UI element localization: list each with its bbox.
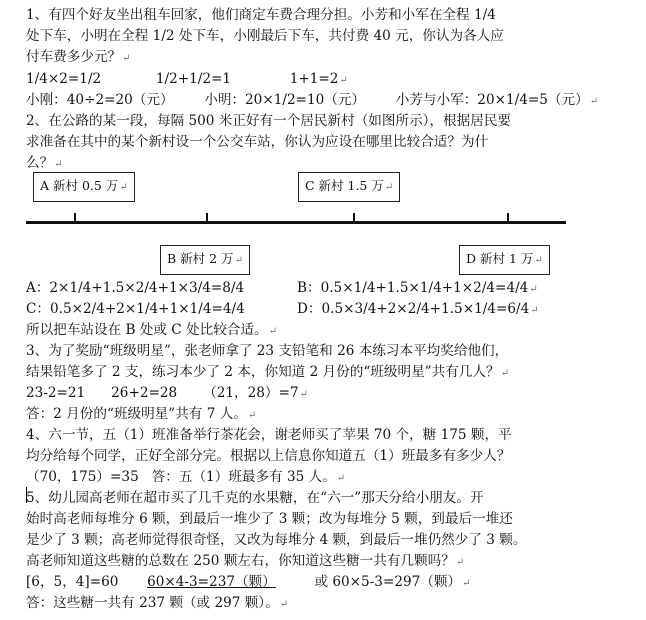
p3-answer: 答：2 月份的“班级明星”共有 7 人。↵ bbox=[26, 406, 257, 422]
village-a-box: A 新村 0.5 万↵ bbox=[33, 172, 135, 202]
p5-calc-297: 或 60×5-3=297（颗） bbox=[314, 574, 462, 590]
village-b-box: B 新村 2 万↵ bbox=[160, 245, 250, 275]
p2-line3: 么？↵ bbox=[26, 155, 63, 171]
p1-calc-a: 1/4×2=1/2 bbox=[26, 71, 102, 87]
p5-answer: 答：这些糖一共有 237 颗（或 297 颗）。↵ bbox=[26, 595, 289, 611]
p3-line2: 结果铅笔多了 2 支，练习本少了 2 本，你知道 2 月份的“班级明星”共有几人？↵ bbox=[26, 364, 509, 380]
option-d: D：0.5×3/4+2×2/4+1.5×1/4=6/4 bbox=[297, 301, 530, 317]
p4-line3: （70，175）=35 答：五（1）班最多有 35 人。↵ bbox=[26, 469, 346, 485]
p1-answer-xiaofang: 小芳与小军：20×1/4=5（元） bbox=[395, 92, 589, 108]
p1-answer-xiaoming: 小明：20×1/2=10（元） bbox=[204, 92, 366, 108]
p5-line1: 5、幼儿园高老师在超市买了几千克的水果糖，在“六一”那天分给小朋友。开 bbox=[26, 490, 484, 506]
p3-line1: 3、为了奖励“班级明星”，张老师拿了 23 支铅笔和 26 本练习本平均奖给他们， bbox=[26, 343, 509, 359]
option-c: C：0.5×2/4+2×1/4+1×1/4=4/4 bbox=[26, 301, 245, 317]
p2-line2: 求准备在其中的某个新村设一个公交车站，你认为应设在哪里比较合适？为什 bbox=[26, 134, 489, 150]
tick-d bbox=[507, 213, 509, 222]
tick-b bbox=[206, 213, 208, 222]
p2-options-row2 bbox=[26, 300, 245, 318]
p2-options-row2-d: D：0.5×3/4+2×2/4+1.5×1/4=6/4↵ bbox=[297, 301, 539, 317]
p5-calc-237: 60×4-3=237（颗） bbox=[147, 574, 276, 590]
p1-calc-c: 1+1=2 bbox=[289, 71, 339, 87]
option-a: A：2×1/4+1.5×2/4+1×3/4=8/4 bbox=[26, 280, 245, 296]
p5-line2: 始时高老师每堆分 6 颗，到最后一堆少了 3 颗；改为每堆分 5 颗，到最后一堆还 bbox=[26, 511, 513, 527]
p2-line1: 2、在公路的某一段，每隔 500 米正好有一个居民新村（如图所示），根据居民要 bbox=[26, 113, 512, 129]
p3-calc: 23-2=21 26+2=28 （21，28）=7↵ bbox=[26, 385, 308, 401]
p2-options-row1-b: B：0.5×1/4+1.5×1/4+1×2/4=4/4↵ bbox=[297, 280, 538, 296]
option-b: B：0.5×1/4+1.5×1/4+1×2/4=4/4 bbox=[297, 280, 529, 296]
p1-answer-line: 小刚：40÷2=20（元） 小明：20×1/2=10（元） 小芳与小军：20×1/4=5（元）↵ bbox=[26, 92, 599, 108]
p1-answer-xiaogang: 小刚：40÷2=20（元） bbox=[26, 92, 174, 108]
tick-c bbox=[353, 213, 355, 222]
p1-calc-b: 1/2+1/2=1 bbox=[155, 71, 232, 87]
p4-line2: 均分给每个同学，正好全部分完。根据以上信息你知道五（1）班最多有多少人？ bbox=[26, 448, 511, 464]
tick-a bbox=[74, 213, 76, 222]
p1-line1: 1、有四个好友坐出租车回家，他们商定车费合理分担。小芳和小军在全程 1/4 bbox=[26, 7, 496, 23]
p2-conclusion: 所以把车站设在 B 处或 C 处比较合适。↵ bbox=[26, 322, 277, 338]
road-axis bbox=[26, 221, 566, 224]
p5-calc-line: [6，5，4]=60 60×4-3=237（颗） 或 60×5-3=297（颗）↵ bbox=[26, 574, 471, 590]
p5-line3: 是少了 3 颗；高老师觉得很奇怪，又改为每堆分 4 颗，到最后一堆仍然少了 3 颗。 bbox=[26, 532, 527, 548]
p1-calc-line: 1/4×2=1/2 1/2+1/2=1 1+1=2↵ bbox=[26, 71, 348, 87]
p1-line2: 处下车，小明在全程 1/2 处下车，小刚最后下车，共付费 40 元，你认为各人应 bbox=[26, 28, 504, 44]
village-d-box: D 新村 1 万↵ bbox=[459, 245, 550, 275]
p2-options-row1 bbox=[26, 279, 244, 297]
village-c-box: C 新村 1.5 万↵ bbox=[298, 172, 400, 202]
p4-line1: 4、六一节，五（1）班准备举行茶花会，谢老师买了苹果 70 个，糖 175 颗，平 bbox=[26, 427, 512, 443]
p5-lcm: [6，5，4]=60 bbox=[26, 574, 119, 590]
p1-line3: 付车费多少元？↵ bbox=[26, 49, 131, 65]
p5-line4: 高老师知道这些糖的总数在 250 颗左右，你知道这些糖一共有几颗吗？↵ bbox=[26, 553, 465, 569]
